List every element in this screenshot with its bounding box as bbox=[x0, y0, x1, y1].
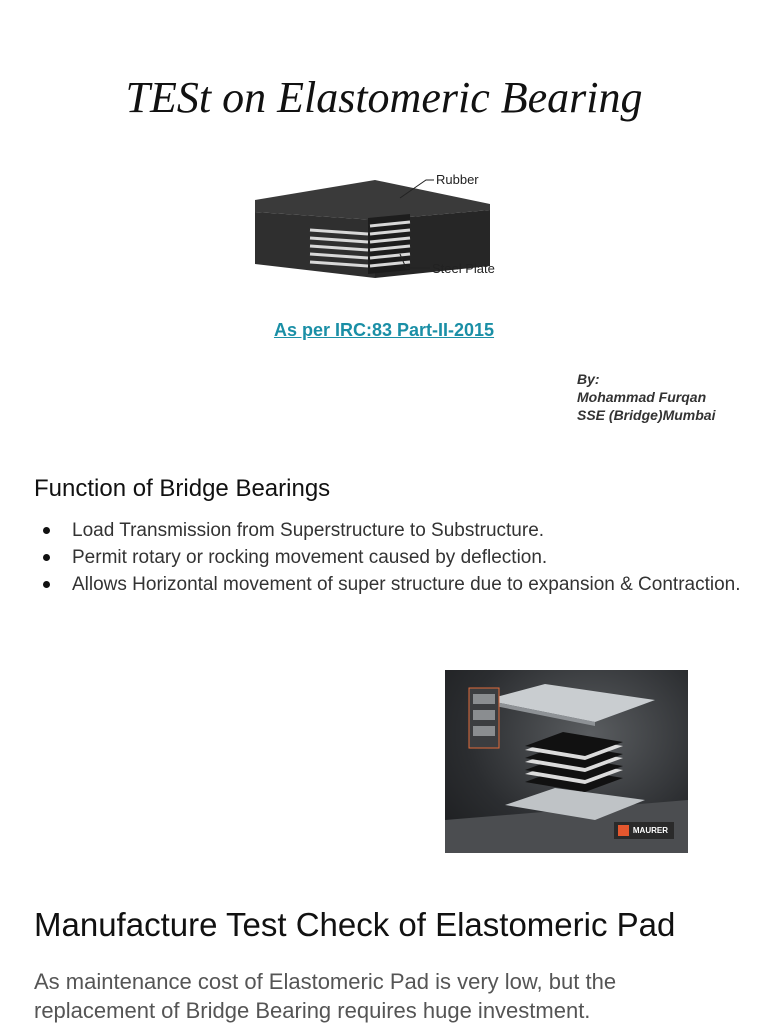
author-designation: SSE (Bridge)Mumbai bbox=[577, 407, 716, 423]
rubber-label: Rubber bbox=[436, 172, 479, 187]
function-bullet-list bbox=[34, 517, 744, 598]
bearing-diagram bbox=[250, 168, 510, 286]
maurer-logo-icon bbox=[618, 825, 629, 836]
bullet-icon bbox=[43, 554, 50, 561]
bearing-photo bbox=[445, 670, 688, 853]
steel-plate-label: Steel Plate bbox=[432, 261, 495, 276]
list-item: Permit rotary or rocking movement caused by deflection. bbox=[34, 544, 744, 571]
list-item: Load Transmission from Superstructure to Substructure. bbox=[34, 517, 744, 544]
bullet-icon bbox=[43, 527, 50, 534]
author-by: By: bbox=[577, 371, 600, 387]
maurer-logo: MAURER bbox=[614, 822, 674, 839]
page-title: TESt on Elastomeric Bearing bbox=[125, 73, 643, 122]
author-block bbox=[577, 370, 715, 424]
section-heading-function: Function of Bridge Bearings bbox=[34, 475, 331, 502]
bullet-icon bbox=[43, 581, 50, 588]
list-item: Allows Horizontal movement of super structure due to expansion & Contraction. bbox=[34, 571, 744, 598]
author-name: Mohammad Furqan bbox=[577, 389, 707, 405]
section-paragraph: As maintenance cost of Elastomeric Pad is very low, but the replacement of Bridge Bearing requires huge investment. bbox=[34, 969, 617, 1023]
irc-reference-link[interactable]: As per IRC:83 Part-II-2015 bbox=[273, 320, 495, 340]
section-heading-manufacture-test: Manufacture Test Check of Elastomeric Pad bbox=[34, 906, 676, 943]
